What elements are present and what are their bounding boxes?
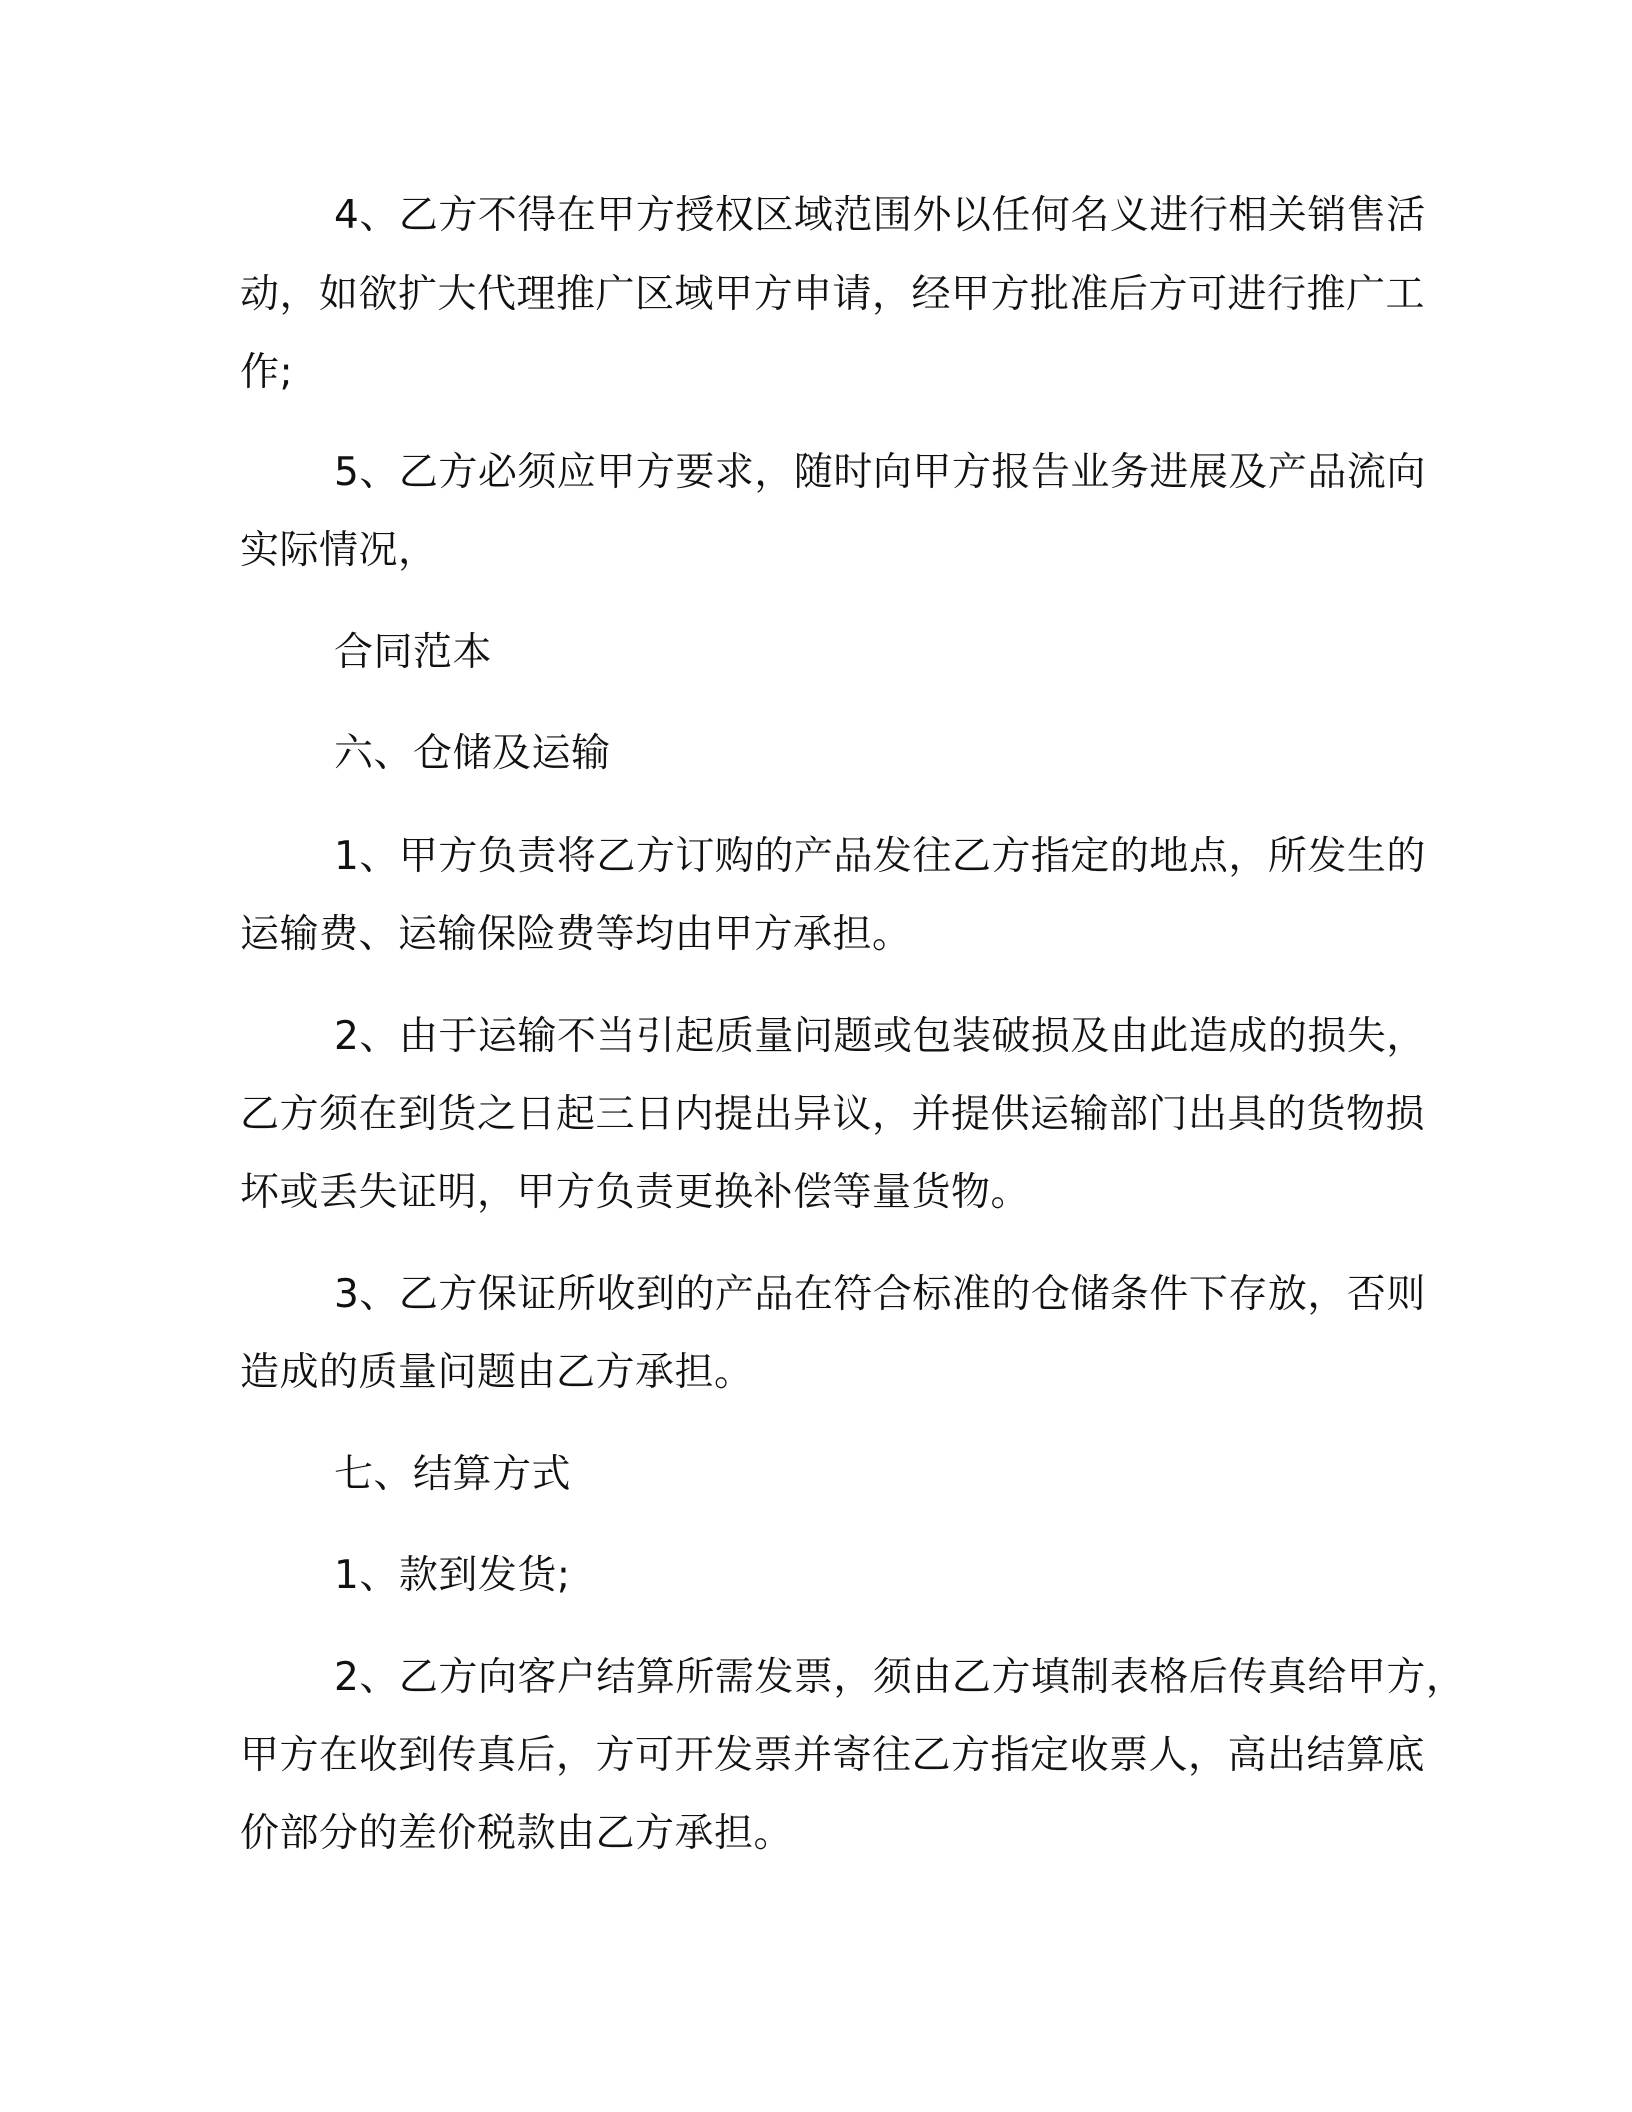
paragraph-line: 造成的质量问题由乙方承担。 [240, 1350, 754, 1395]
paragraph-line: 乙方须在到货之日起三日内提出异议，并提供运输部门出具的货物损 [240, 1092, 1426, 1137]
paragraph-line: 动，如欲扩大代理推广区域甲方申请，经甲方批准后方可进行推广工 [240, 272, 1426, 317]
paragraph-line: 1、甲方负责将乙方订购的产品发往乙方指定的地点，所发生的 [334, 834, 1426, 879]
paragraph-line: 1、款到发货; [334, 1553, 571, 1598]
paragraph-line: 坏或丢失证明，甲方负责更换补偿等量货物。 [240, 1170, 1031, 1215]
paragraph-line: 实际情况， [240, 528, 438, 573]
paragraph-line: 价部分的差价税款由乙方承担。 [240, 1811, 794, 1856]
paragraph-line: 运输费、运输保险费等均由甲方承担。 [240, 912, 912, 957]
paragraph-line: 2、由于运输不当引起质量问题或包装破损及由此造成的损失， [334, 1014, 1426, 1059]
paragraph-line: 5、乙方必须应甲方要求，随时向甲方报告业务进展及产品流向 [334, 450, 1426, 495]
section-label: 合同范本 [334, 630, 493, 675]
section-heading: 六、仓储及运输 [334, 731, 611, 776]
paragraph-line: 2、乙方向客户结算所需发票，须由乙方填制表格后传真给甲方， [334, 1655, 1466, 1700]
paragraph-line: 作; [240, 350, 294, 395]
paragraph-line: 4、乙方不得在甲方授权区域范围外以任何名义进行相关销售活 [334, 193, 1426, 238]
section-heading: 七、结算方式 [334, 1452, 572, 1497]
paragraph-line: 3、乙方保证所收到的产品在符合标准的仓储条件下存放，否则 [334, 1272, 1426, 1317]
paragraph-line: 甲方在收到传真后，方可开发票并寄往乙方指定收票人，高出结算底 [240, 1733, 1426, 1778]
